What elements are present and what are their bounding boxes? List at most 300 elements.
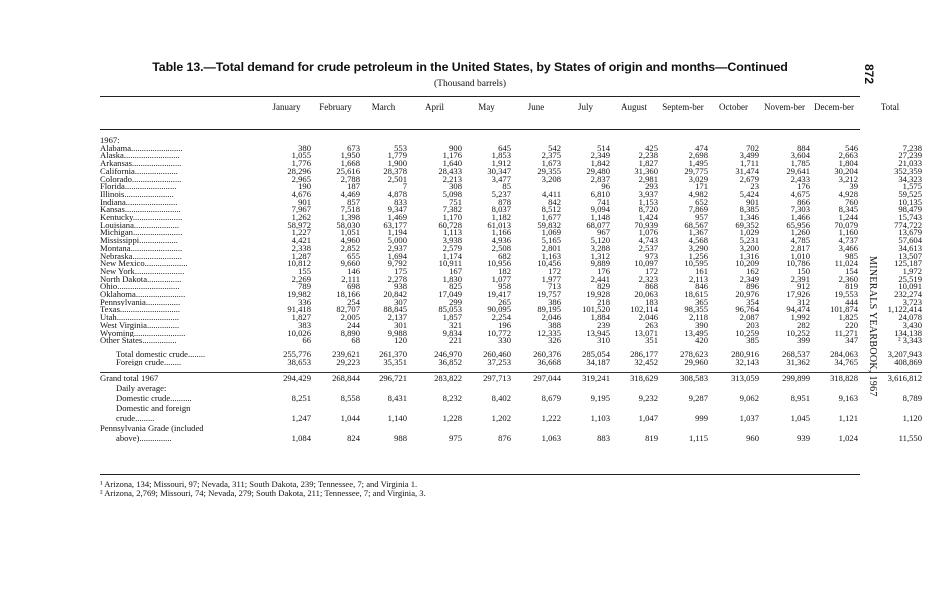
dot-leader: .......................... bbox=[123, 152, 180, 161]
table-cell: 1,398 bbox=[340, 214, 360, 222]
table-cell: 29,775 bbox=[684, 167, 708, 176]
grand-total-row bbox=[100, 373, 922, 384]
column-header: Novem-ber bbox=[764, 102, 805, 112]
footnotes bbox=[100, 480, 860, 498]
dot-leader: .................... bbox=[134, 167, 178, 176]
dot-leader: .......................... bbox=[124, 206, 181, 215]
dot-leader: ........................ bbox=[133, 329, 186, 338]
table-cell: 60,728 bbox=[438, 221, 462, 230]
table-cell bbox=[262, 423, 311, 433]
table-cell bbox=[360, 403, 407, 413]
table-cell: 98,355 bbox=[684, 306, 708, 315]
table-cell: 28,378 bbox=[383, 167, 407, 176]
table-cell bbox=[708, 403, 759, 413]
table-cell: 296,721 bbox=[360, 373, 407, 384]
table-cell: 12,335 bbox=[537, 329, 561, 338]
table-cell: 1,694 bbox=[387, 252, 407, 261]
row-label: Grand total 1967 bbox=[100, 373, 159, 384]
table-cell: 8,037 bbox=[491, 206, 511, 215]
table-cell: 171 bbox=[695, 183, 708, 191]
dot-leader: ..................... bbox=[133, 221, 180, 230]
table-cell: 655 bbox=[347, 252, 360, 261]
row-label: New Mexico bbox=[100, 260, 145, 268]
table-cell: 9,792 bbox=[387, 260, 407, 268]
table-cell: 13,679 bbox=[898, 229, 922, 238]
table-cell: 2,817 bbox=[790, 244, 810, 253]
table-row bbox=[100, 176, 922, 184]
row-label: Indiana bbox=[100, 198, 126, 207]
table-cell: 82,707 bbox=[336, 306, 360, 315]
table-cell: 1,668 bbox=[340, 160, 360, 168]
table-cell: 1,857 bbox=[442, 314, 462, 322]
row-label: Colorado bbox=[100, 175, 132, 184]
table-title: Table 13.—Total demand for crude petroleum in the United States, by States of origin and months—Continued bbox=[152, 60, 788, 74]
table-cell: 310 bbox=[597, 337, 610, 345]
table-row bbox=[100, 168, 922, 176]
table-cell: 1,037 bbox=[739, 413, 759, 424]
table-row bbox=[100, 260, 922, 268]
table-row bbox=[100, 283, 922, 291]
table-cell bbox=[658, 423, 708, 433]
dot-leader: ....................... bbox=[131, 160, 182, 168]
row-label: Oklahoma bbox=[100, 291, 136, 299]
table-cell: 28,296 bbox=[287, 167, 311, 176]
table-cell: 420 bbox=[695, 337, 708, 345]
table-cell: 3,938 bbox=[442, 237, 462, 245]
table-cell: 10,595 bbox=[684, 260, 708, 268]
table-cell bbox=[462, 137, 511, 145]
table-row bbox=[100, 160, 922, 168]
dot-leader: ................ bbox=[142, 337, 177, 345]
table-cell: 8,720 bbox=[638, 206, 658, 215]
table-cell: 1,827 bbox=[291, 314, 311, 322]
table-cell: 17,926 bbox=[786, 291, 810, 299]
table-cell: 824 bbox=[347, 433, 360, 444]
table-cell: 1,010 bbox=[790, 252, 810, 261]
table-cell: 260,376 bbox=[533, 350, 561, 359]
table-cell: 1,115 bbox=[688, 433, 708, 444]
table-cell: 1,785 bbox=[790, 160, 810, 168]
table-cell: 172 bbox=[548, 267, 561, 276]
table-cell: 10,209 bbox=[735, 260, 759, 268]
table-cell: 3,616,812 bbox=[858, 373, 922, 384]
table-cell: 34,765 bbox=[834, 358, 858, 367]
table-cell: 1,495 bbox=[688, 160, 708, 168]
row-label: Domestic crude bbox=[116, 393, 171, 404]
table-cell: 187 bbox=[347, 183, 360, 191]
table-cell: 9,660 bbox=[340, 260, 360, 268]
table-cell: 10,772 bbox=[487, 329, 511, 338]
table-cell: 65,956 bbox=[786, 221, 810, 230]
table-cell: 3,499 bbox=[739, 152, 759, 161]
table-cell bbox=[610, 137, 658, 145]
table-cell: 330 bbox=[498, 337, 511, 345]
row-label: Other States bbox=[100, 337, 143, 345]
table-cell: 2,501 bbox=[387, 175, 407, 184]
table-cell: 280,916 bbox=[731, 350, 759, 359]
table-row bbox=[100, 237, 922, 245]
table-subtitle: (Thousand barrels) bbox=[433, 79, 506, 89]
table-cell: 5,424 bbox=[739, 190, 759, 199]
table-cell: 3,937 bbox=[638, 190, 658, 199]
table-cell: 32,143 bbox=[735, 358, 759, 367]
table-cell: 27,239 bbox=[898, 152, 922, 161]
table-cell: 70,939 bbox=[634, 221, 658, 230]
row-label: Illinois bbox=[100, 190, 125, 199]
table-cell: 1,842 bbox=[590, 160, 610, 168]
table-cell: 9,889 bbox=[590, 260, 610, 268]
table-cell: 1,346 bbox=[739, 214, 759, 222]
table-cell bbox=[708, 383, 759, 393]
dot-leader: ........................ bbox=[124, 183, 177, 191]
table-cell: 1,247 bbox=[291, 413, 311, 424]
table-cell: 285,054 bbox=[582, 350, 610, 359]
table-cell: 1,228 bbox=[442, 413, 462, 424]
table-cell: 1,176 bbox=[442, 152, 462, 161]
row-label: North Dakota bbox=[100, 275, 148, 284]
table-cell: 1,367 bbox=[688, 229, 708, 238]
table-cell: 425 bbox=[645, 144, 658, 153]
table-cell: 975 bbox=[449, 433, 462, 444]
footnote-2: ² Arizona, 2,769; Missouri, 74; Nevada, 279; South Dakota, 211; Tennessee, 7; and Virginia, 3. bbox=[100, 488, 426, 498]
table-cell bbox=[561, 423, 610, 433]
dot-leader: ............... bbox=[139, 433, 172, 444]
table-cell: 284,063 bbox=[830, 350, 858, 359]
table-cell: 18,166 bbox=[336, 291, 360, 299]
table-cell: 4,469 bbox=[340, 190, 360, 199]
table-cell: 318,629 bbox=[610, 373, 658, 384]
table-cell: 10,259 bbox=[735, 329, 759, 338]
table-cell bbox=[262, 137, 311, 145]
table-cell: 682 bbox=[498, 252, 511, 261]
table-cell bbox=[360, 137, 407, 145]
table-cell: 901 bbox=[746, 198, 759, 207]
table-cell bbox=[858, 403, 922, 413]
table-cell: 220 bbox=[845, 321, 858, 330]
table-cell: 182 bbox=[498, 267, 511, 276]
table-cell: 8,345 bbox=[838, 206, 858, 215]
table-cell: 2,965 bbox=[291, 175, 311, 184]
table-cell: 819 bbox=[845, 283, 858, 292]
table-cell: 2,981 bbox=[638, 175, 658, 184]
table-cell: 9,988 bbox=[387, 329, 407, 338]
column-header: July bbox=[577, 102, 593, 112]
table-row bbox=[100, 291, 922, 299]
table-cell: 408,869 bbox=[894, 358, 922, 367]
table-cell: 1,160 bbox=[838, 229, 858, 238]
table-cell: 1,977 bbox=[541, 275, 561, 284]
table-cell: 4,676 bbox=[291, 190, 311, 199]
dot-leader: ......... bbox=[135, 413, 155, 424]
table-cell: 58,972 bbox=[287, 221, 311, 230]
table-cell: 268,844 bbox=[311, 373, 360, 384]
table-cell: 546 bbox=[845, 144, 858, 153]
table-row bbox=[100, 330, 922, 338]
table-cell: 1,853 bbox=[491, 152, 511, 161]
table-cell: 1,166 bbox=[491, 229, 511, 238]
table-cell: 10,812 bbox=[287, 260, 311, 268]
table-cell: 7,238 bbox=[902, 144, 922, 153]
table-cell: 1,148 bbox=[590, 214, 610, 222]
dot-leader: ....................... bbox=[132, 214, 183, 222]
table-row bbox=[100, 268, 922, 276]
dot-leader: ....................... bbox=[132, 252, 182, 261]
dot-leader: ............................. bbox=[116, 314, 180, 322]
table-cell: 8,679 bbox=[541, 393, 561, 404]
table-cell: 958 bbox=[498, 283, 511, 292]
table-cell: 96 bbox=[601, 183, 610, 191]
table-cell: 239,621 bbox=[332, 350, 360, 359]
table-cell: 7 bbox=[402, 183, 407, 191]
table-cell: 263 bbox=[645, 321, 658, 330]
row-label: Pennsylvania Grade (included bbox=[100, 423, 204, 434]
table-cell: 1,120 bbox=[902, 413, 922, 424]
row-label: Texas bbox=[100, 306, 120, 315]
table-cell bbox=[262, 383, 311, 393]
table-cell: 1,779 bbox=[387, 152, 407, 161]
table-cell: 90,095 bbox=[487, 306, 511, 315]
table-cell: 2,679 bbox=[739, 175, 759, 184]
table-cell: 1,227 bbox=[291, 229, 311, 238]
table-cell: 857 bbox=[347, 198, 360, 207]
table-cell: 1,825 bbox=[838, 314, 858, 322]
row-label: California bbox=[100, 167, 135, 176]
table-cell: 365 bbox=[695, 298, 708, 307]
table-cell: 154 bbox=[845, 267, 858, 276]
row-label: New York bbox=[100, 267, 135, 276]
table-cell: 10,091 bbox=[898, 283, 922, 292]
table-cell: 938 bbox=[394, 283, 407, 292]
table-cell: 2,360 bbox=[838, 275, 858, 284]
table-cell: 1,262 bbox=[291, 214, 311, 222]
table-cell: 2,788 bbox=[340, 175, 360, 184]
table-cell: 351 bbox=[645, 337, 658, 345]
row-label: Arkansas bbox=[100, 160, 132, 168]
table-cell bbox=[407, 383, 462, 393]
table-cell bbox=[360, 423, 407, 433]
table-cell: 19,553 bbox=[834, 291, 858, 299]
table-cell: 162 bbox=[746, 267, 759, 276]
table-cell: 1,711 bbox=[739, 160, 759, 168]
table-cell: 7,869 bbox=[688, 206, 708, 215]
page-number: 872 bbox=[862, 64, 876, 85]
table-cell: 988 bbox=[394, 433, 407, 444]
table-row bbox=[100, 145, 922, 153]
table-cell: 2,375 bbox=[541, 152, 561, 161]
table-cell: 9,163 bbox=[838, 393, 858, 404]
table-cell: 19,757 bbox=[537, 291, 561, 299]
dot-leader: ....................... bbox=[135, 291, 186, 299]
table-cell: 380 bbox=[298, 144, 311, 153]
table-cell: 301 bbox=[394, 321, 407, 330]
dot-leader: ........................ bbox=[130, 244, 183, 253]
table-cell: 4,568 bbox=[688, 237, 708, 245]
table-cell: 3,212 bbox=[838, 175, 858, 184]
row-label: Alabama bbox=[100, 144, 132, 153]
table-cell: 29,355 bbox=[537, 167, 561, 176]
table-cell: 385 bbox=[746, 337, 759, 345]
table-cell: 1,312 bbox=[590, 252, 610, 261]
table-cell: 8,512 bbox=[541, 206, 561, 215]
table-cell: 9,287 bbox=[688, 393, 708, 404]
table-cell: 1,194 bbox=[387, 229, 407, 238]
row-label: Michigan bbox=[100, 229, 133, 238]
table-cell: 1,069 bbox=[541, 229, 561, 238]
table-cell: 474 bbox=[695, 144, 708, 153]
table-cell: 883 bbox=[597, 433, 610, 444]
daily-average-heading bbox=[100, 383, 922, 393]
table-cell: 2,338 bbox=[291, 244, 311, 253]
total-row bbox=[100, 351, 922, 359]
table-row bbox=[100, 306, 922, 314]
table-cell: 69,352 bbox=[735, 221, 759, 230]
table-cell bbox=[810, 423, 858, 433]
table-cell: 8,558 bbox=[340, 393, 360, 404]
table-cell: 68 bbox=[351, 337, 360, 345]
table-cell: 2,508 bbox=[491, 244, 511, 253]
table-cell: 645 bbox=[498, 144, 511, 153]
table-cell: 101,520 bbox=[582, 306, 610, 315]
table-cell: 232,274 bbox=[894, 291, 922, 299]
table-cell bbox=[311, 383, 360, 393]
top-rule bbox=[100, 96, 860, 97]
table-cell: 218 bbox=[597, 298, 610, 307]
table-cell: 268,537 bbox=[782, 350, 810, 359]
column-header: Total bbox=[880, 102, 900, 112]
dot-leader: ....................... bbox=[132, 229, 183, 238]
row-label: Wyoming bbox=[100, 329, 134, 338]
table-cell: 900 bbox=[449, 144, 462, 153]
row-label: Domestic and foreign bbox=[116, 403, 191, 414]
table-cell: 3,430 bbox=[902, 321, 922, 330]
column-header: August bbox=[620, 102, 647, 112]
table-row bbox=[100, 183, 922, 191]
table-cell: 1,153 bbox=[638, 198, 658, 207]
table-cell: 876 bbox=[498, 433, 511, 444]
table-cell: 98,479 bbox=[898, 206, 922, 215]
table-cell: 68,077 bbox=[586, 221, 610, 230]
table-cell: 286,177 bbox=[630, 350, 658, 359]
table-cell: 59,832 bbox=[537, 221, 561, 230]
table-cell bbox=[858, 137, 922, 145]
table-cell: 1,469 bbox=[387, 214, 407, 222]
row-label: Montana bbox=[100, 244, 131, 253]
table-cell bbox=[810, 403, 858, 413]
table-cell: 308,583 bbox=[658, 373, 708, 384]
table-cell bbox=[262, 403, 311, 413]
row-label: Kentucky bbox=[100, 214, 133, 222]
table-cell: 6,810 bbox=[590, 190, 610, 199]
table-row bbox=[100, 199, 922, 207]
row-label: crude bbox=[116, 413, 136, 424]
table-cell: 146 bbox=[347, 267, 360, 276]
table-cell: 293 bbox=[645, 183, 658, 191]
table-cell: 912 bbox=[797, 283, 810, 292]
table-cell: 294,429 bbox=[262, 373, 311, 384]
table-cell bbox=[511, 137, 561, 145]
table-cell: 155 bbox=[298, 267, 311, 276]
table-cell bbox=[511, 183, 561, 191]
table-cell: 35,351 bbox=[383, 358, 407, 367]
table-cell: 183 bbox=[645, 298, 658, 307]
table-cell: 390 bbox=[695, 321, 708, 330]
table-cell: 1,055 bbox=[291, 152, 311, 161]
table-row bbox=[100, 245, 922, 253]
table-row bbox=[100, 253, 922, 261]
table-cell: 85 bbox=[502, 183, 511, 191]
table-cell: 698 bbox=[347, 283, 360, 292]
table-cell: 8,251 bbox=[291, 393, 311, 404]
column-header: February bbox=[319, 102, 352, 112]
table-cell: 5,237 bbox=[491, 190, 511, 199]
table-cell: 31,474 bbox=[735, 167, 759, 176]
table-row bbox=[100, 276, 922, 284]
column-header: March bbox=[371, 102, 396, 112]
table-cell bbox=[311, 403, 360, 413]
table-cell: 24,078 bbox=[898, 314, 922, 322]
table-cell: 36,852 bbox=[438, 358, 462, 367]
table-cell: 29,480 bbox=[586, 167, 610, 176]
table-cell: 1,640 bbox=[442, 160, 462, 168]
table-cell: 2,269 bbox=[291, 275, 311, 284]
table-cell: 175 bbox=[394, 267, 407, 276]
table-cell: 1,830 bbox=[442, 275, 462, 284]
table-cell: 1,140 bbox=[387, 413, 407, 424]
table-cell: 2,113 bbox=[688, 275, 708, 284]
table-cell: 29,641 bbox=[786, 167, 810, 176]
table-cell: 244 bbox=[347, 321, 360, 330]
table-cell: 553 bbox=[394, 144, 407, 153]
table-cell: 2,852 bbox=[340, 244, 360, 253]
daily-row bbox=[100, 433, 922, 443]
table-cell: 1,077 bbox=[491, 275, 511, 284]
table-row bbox=[100, 191, 922, 199]
table-cell: 38,653 bbox=[287, 358, 311, 367]
table-cell: 221 bbox=[449, 337, 462, 345]
table-cell: 1,170 bbox=[442, 214, 462, 222]
table-cell: 4,737 bbox=[838, 237, 858, 245]
daily-row bbox=[100, 393, 922, 403]
row-label: Daily average: bbox=[116, 383, 167, 394]
table-cell: 9,347 bbox=[387, 206, 407, 215]
table-cell: 2,254 bbox=[491, 314, 511, 322]
table-cell: 1,912 bbox=[491, 160, 511, 168]
table-row bbox=[100, 206, 922, 214]
table-cell: 1,044 bbox=[340, 413, 360, 424]
table-cell bbox=[708, 423, 759, 433]
table-cell: 61,013 bbox=[487, 221, 511, 230]
table-cell: 34,187 bbox=[586, 358, 610, 367]
table-cell: 1,024 bbox=[838, 433, 858, 444]
table-cell bbox=[610, 403, 658, 413]
dot-leader: ............... bbox=[146, 321, 180, 330]
demand-table bbox=[100, 137, 922, 443]
dot-leader: ........................ bbox=[125, 198, 178, 207]
table-cell: 63,177 bbox=[383, 221, 407, 230]
table-cell: 239 bbox=[597, 321, 610, 330]
table-cell: 91,418 bbox=[287, 306, 311, 315]
table-cell: 2,663 bbox=[838, 152, 858, 161]
table-cell: 260,460 bbox=[483, 350, 511, 359]
table-row bbox=[100, 314, 922, 322]
table-cell: 1,222 bbox=[541, 413, 561, 424]
table-cell: 4,675 bbox=[790, 190, 810, 199]
table-cell bbox=[561, 137, 610, 145]
table-cell bbox=[462, 423, 511, 433]
table-cell: 3,208 bbox=[541, 175, 561, 184]
table-cell: 3,466 bbox=[838, 244, 858, 253]
table-cell: 20,063 bbox=[634, 291, 658, 299]
